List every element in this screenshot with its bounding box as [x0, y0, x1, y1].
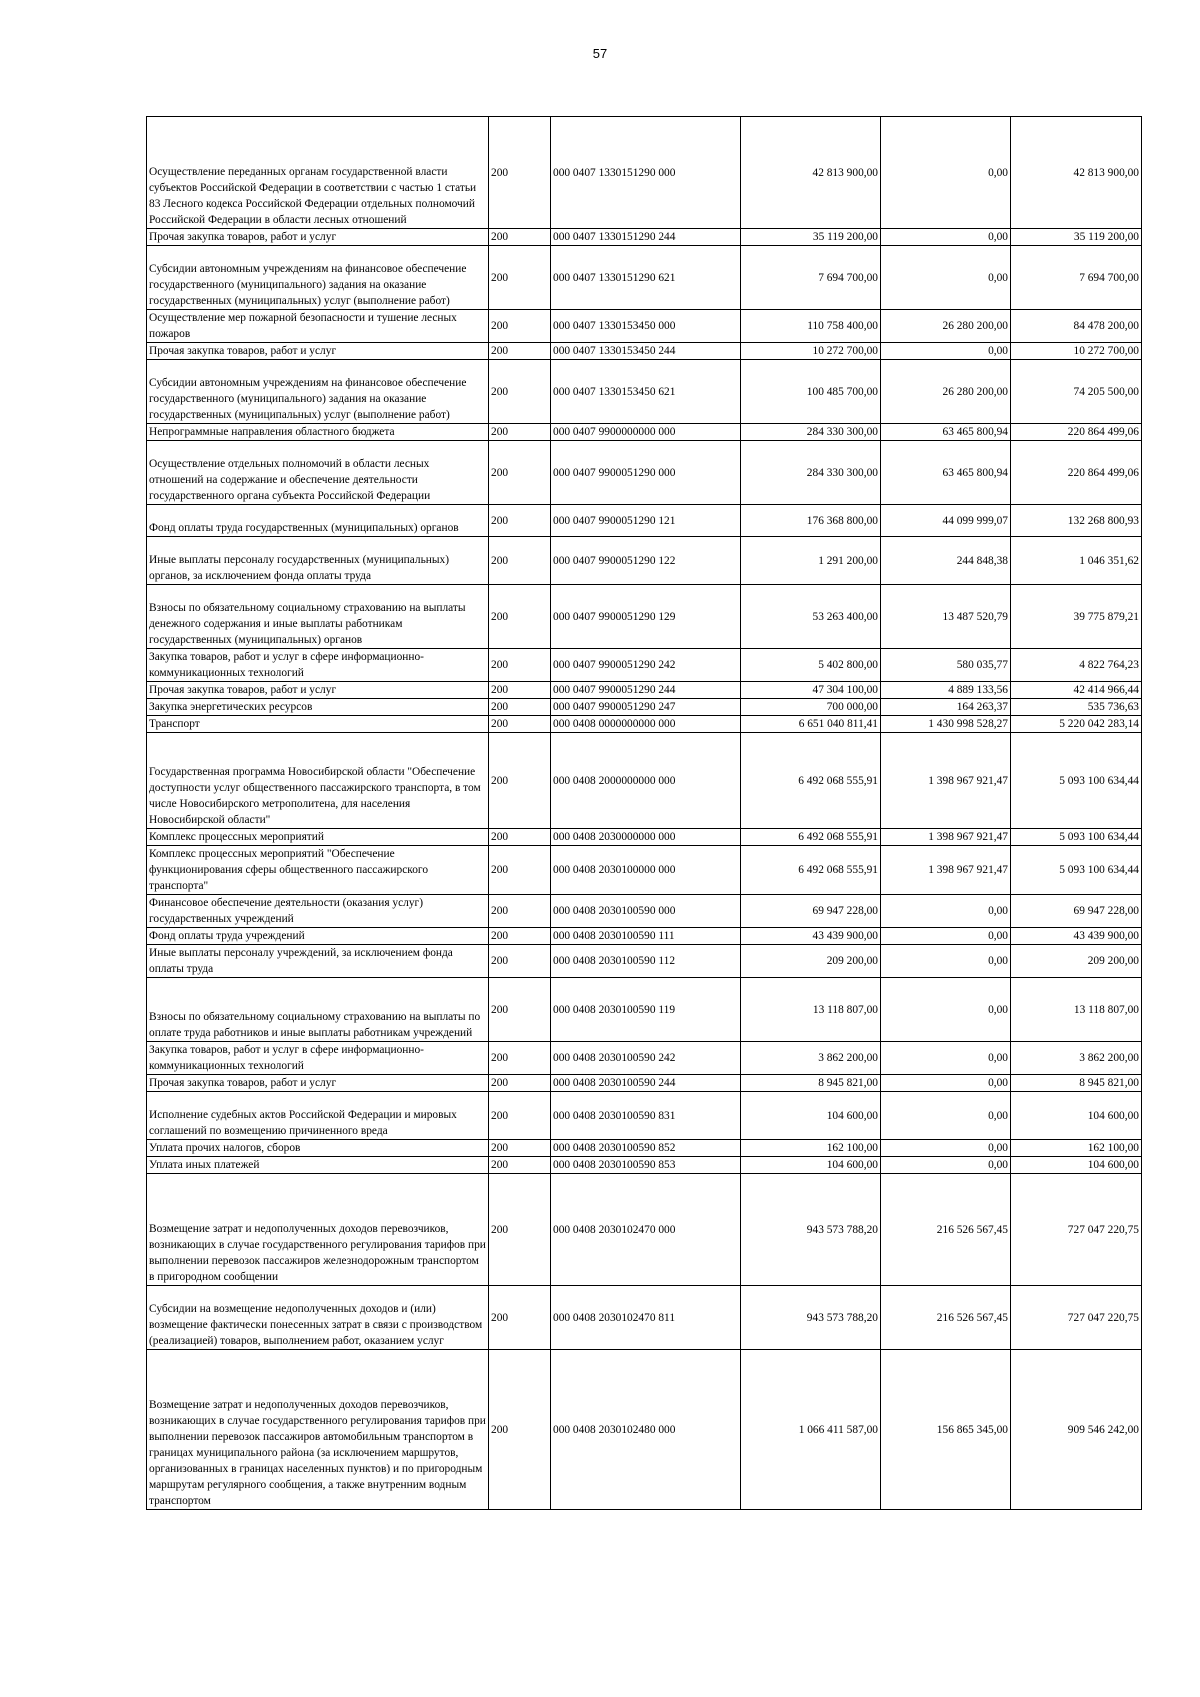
row-budget-code-cell: 000 0407 1330153450 244 — [551, 343, 741, 360]
table-row — [147, 945, 1142, 978]
row-executed-amount-cell: 44 099 999,07 — [881, 505, 1011, 537]
table-body — [147, 117, 1142, 1510]
row-budget-code-cell: 000 0407 1330151290 621 — [551, 246, 741, 310]
row-remaining-amount-cell: 42 813 900,00 — [1011, 117, 1142, 229]
table-row — [147, 733, 1142, 829]
row-kvr-cell: 200 — [489, 716, 551, 733]
row-remaining-amount-cell: 5 093 100 634,44 — [1011, 733, 1142, 829]
row-approved-amount-cell: 42 813 900,00 — [741, 117, 881, 229]
row-kvr-cell: 200 — [489, 1042, 551, 1075]
row-budget-code-cell: 000 0408 2030100590 244 — [551, 1075, 741, 1092]
table-row — [147, 343, 1142, 360]
row-name-cell: Государственная программа Новосибирской области "Обеспечение доступности услуг общественного пассажирского транспорта, в том числе Новосибирского метрополитена, для населения Новосибирской области" — [147, 733, 489, 829]
row-executed-amount-cell: 0,00 — [881, 945, 1011, 978]
row-budget-code-cell: 000 0408 2030102470 000 — [551, 1174, 741, 1286]
row-name-cell: Иные выплаты персоналу государственных (муниципальных) органов, за исключением фонда оплаты труда — [147, 537, 489, 585]
row-approved-amount-cell: 104 600,00 — [741, 1092, 881, 1140]
row-kvr-cell: 200 — [489, 1140, 551, 1157]
row-budget-code-cell: 000 0408 2030100590 112 — [551, 945, 741, 978]
table-row — [147, 1140, 1142, 1157]
row-executed-amount-cell: 0,00 — [881, 978, 1011, 1042]
row-budget-code-cell: 000 0408 2030102480 000 — [551, 1350, 741, 1510]
row-budget-code-cell: 000 0408 2030100590 119 — [551, 978, 741, 1042]
row-executed-amount-cell: 244 848,38 — [881, 537, 1011, 585]
row-approved-amount-cell: 35 119 200,00 — [741, 229, 881, 246]
row-executed-amount-cell: 26 280 200,00 — [881, 360, 1011, 424]
row-budget-code-cell: 000 0407 1330151290 244 — [551, 229, 741, 246]
row-approved-amount-cell: 6 651 040 811,41 — [741, 716, 881, 733]
row-approved-amount-cell: 1 291 200,00 — [741, 537, 881, 585]
row-remaining-amount-cell: 209 200,00 — [1011, 945, 1142, 978]
row-name-cell: Прочая закупка товаров, работ и услуг — [147, 682, 489, 699]
row-kvr-cell: 200 — [489, 229, 551, 246]
row-name-cell: Осуществление мер пожарной безопасности и тушение лесных пожаров — [147, 310, 489, 343]
row-executed-amount-cell: 0,00 — [881, 1157, 1011, 1174]
row-remaining-amount-cell: 4 822 764,23 — [1011, 649, 1142, 682]
row-budget-code-cell: 000 0407 1330151290 000 — [551, 117, 741, 229]
row-budget-code-cell: 000 0408 0000000000 000 — [551, 716, 741, 733]
row-budget-code-cell: 000 0407 9900051290 247 — [551, 699, 741, 716]
row-remaining-amount-cell: 909 546 242,00 — [1011, 1350, 1142, 1510]
row-executed-amount-cell: 0,00 — [881, 117, 1011, 229]
row-remaining-amount-cell: 69 947 228,00 — [1011, 895, 1142, 928]
row-name-cell: Закупка товаров, работ и услуг в сфере информационно-коммуникационных технологий — [147, 1042, 489, 1075]
row-executed-amount-cell: 216 526 567,45 — [881, 1174, 1011, 1286]
row-name-cell: Закупка энергетических ресурсов — [147, 699, 489, 716]
row-remaining-amount-cell: 5 220 042 283,14 — [1011, 716, 1142, 733]
row-executed-amount-cell: 0,00 — [881, 343, 1011, 360]
row-approved-amount-cell: 6 492 068 555,91 — [741, 829, 881, 846]
row-approved-amount-cell: 53 263 400,00 — [741, 585, 881, 649]
row-executed-amount-cell: 1 398 967 921,47 — [881, 829, 1011, 846]
row-budget-code-cell: 000 0408 2030100590 242 — [551, 1042, 741, 1075]
row-name-cell: Субсидии на возмещение недополученных доходов и (или) возмещение фактически понесенных затрат в связи с производством (реализацией) товаров, выполнением работ, оказанием услуг — [147, 1286, 489, 1350]
row-approved-amount-cell: 7 694 700,00 — [741, 246, 881, 310]
table-row — [147, 978, 1142, 1042]
row-budget-code-cell: 000 0407 1330153450 000 — [551, 310, 741, 343]
row-approved-amount-cell: 209 200,00 — [741, 945, 881, 978]
row-kvr-cell: 200 — [489, 1092, 551, 1140]
row-name-cell: Уплата иных платежей — [147, 1157, 489, 1174]
table-row — [147, 699, 1142, 716]
row-remaining-amount-cell: 3 862 200,00 — [1011, 1042, 1142, 1075]
table-row — [147, 441, 1142, 505]
row-approved-amount-cell: 8 945 821,00 — [741, 1075, 881, 1092]
row-remaining-amount-cell: 43 439 900,00 — [1011, 928, 1142, 945]
row-name-cell: Закупка товаров, работ и услуг в сфере информационно-коммуникационных технологий — [147, 649, 489, 682]
row-name-cell: Осуществление отдельных полномочий в области лесных отношений на содержание и обеспечение деятельности государственного органа субъекта Российской Федерации — [147, 441, 489, 505]
table-row — [147, 117, 1142, 229]
table-row — [147, 360, 1142, 424]
row-remaining-amount-cell: 84 478 200,00 — [1011, 310, 1142, 343]
row-kvr-cell: 200 — [489, 343, 551, 360]
row-name-cell: Прочая закупка товаров, работ и услуг — [147, 1075, 489, 1092]
row-kvr-cell: 200 — [489, 928, 551, 945]
row-kvr-cell: 200 — [489, 895, 551, 928]
row-name-cell: Транспорт — [147, 716, 489, 733]
row-name-cell: Возмещение затрат и недополученных доходов перевозчиков, возникающих в случае государственного регулирования тарифов при выполнении перевозок пассажиров железнодорожным транспортом в пригородном сообщении — [147, 1174, 489, 1286]
row-remaining-amount-cell: 104 600,00 — [1011, 1157, 1142, 1174]
row-executed-amount-cell: 0,00 — [881, 928, 1011, 945]
row-executed-amount-cell: 26 280 200,00 — [881, 310, 1011, 343]
row-remaining-amount-cell: 8 945 821,00 — [1011, 1075, 1142, 1092]
row-kvr-cell: 200 — [489, 1286, 551, 1350]
table-row — [147, 1042, 1142, 1075]
row-remaining-amount-cell: 220 864 499,06 — [1011, 441, 1142, 505]
row-executed-amount-cell: 580 035,77 — [881, 649, 1011, 682]
row-kvr-cell: 200 — [489, 246, 551, 310]
table-row — [147, 246, 1142, 310]
row-approved-amount-cell: 943 573 788,20 — [741, 1174, 881, 1286]
row-remaining-amount-cell: 220 864 499,06 — [1011, 424, 1142, 441]
row-remaining-amount-cell: 42 414 966,44 — [1011, 682, 1142, 699]
row-executed-amount-cell: 1 398 967 921,47 — [881, 846, 1011, 895]
row-name-cell: Взносы по обязательному социальному страхованию на выплаты по оплате труда работников и иные выплаты работникам учреждений — [147, 978, 489, 1042]
table-row — [147, 229, 1142, 246]
row-budget-code-cell: 000 0407 9900051290 129 — [551, 585, 741, 649]
row-budget-code-cell: 000 0407 9900051290 000 — [551, 441, 741, 505]
row-executed-amount-cell: 1 398 967 921,47 — [881, 733, 1011, 829]
row-approved-amount-cell: 13 118 807,00 — [741, 978, 881, 1042]
row-executed-amount-cell: 0,00 — [881, 246, 1011, 310]
table-row — [147, 537, 1142, 585]
row-name-cell: Прочая закупка товаров, работ и услуг — [147, 343, 489, 360]
row-approved-amount-cell: 700 000,00 — [741, 699, 881, 716]
row-approved-amount-cell: 5 402 800,00 — [741, 649, 881, 682]
row-remaining-amount-cell: 104 600,00 — [1011, 1092, 1142, 1140]
table-row — [147, 505, 1142, 537]
row-approved-amount-cell: 284 330 300,00 — [741, 424, 881, 441]
row-remaining-amount-cell: 74 205 500,00 — [1011, 360, 1142, 424]
row-budget-code-cell: 000 0407 9900051290 121 — [551, 505, 741, 537]
row-kvr-cell: 200 — [489, 846, 551, 895]
row-budget-code-cell: 000 0408 2030100590 111 — [551, 928, 741, 945]
row-name-cell: Комплекс процессных мероприятий — [147, 829, 489, 846]
table-row — [147, 829, 1142, 846]
row-name-cell: Фонд оплаты труда государственных (муниципальных) органов — [147, 505, 489, 537]
row-remaining-amount-cell: 35 119 200,00 — [1011, 229, 1142, 246]
row-executed-amount-cell: 63 465 800,94 — [881, 424, 1011, 441]
row-remaining-amount-cell: 5 093 100 634,44 — [1011, 829, 1142, 846]
row-approved-amount-cell: 10 272 700,00 — [741, 343, 881, 360]
row-kvr-cell: 200 — [489, 505, 551, 537]
row-remaining-amount-cell: 162 100,00 — [1011, 1140, 1142, 1157]
row-executed-amount-cell: 63 465 800,94 — [881, 441, 1011, 505]
row-name-cell: Субсидии автономным учреждениям на финансовое обеспечение государственного (муниципального) задания на оказание государственных (муниципальных) услуг (выполнение работ) — [147, 246, 489, 310]
table-row — [147, 928, 1142, 945]
row-executed-amount-cell: 216 526 567,45 — [881, 1286, 1011, 1350]
table-row — [147, 1350, 1142, 1510]
row-executed-amount-cell: 13 487 520,79 — [881, 585, 1011, 649]
row-remaining-amount-cell: 535 736,63 — [1011, 699, 1142, 716]
row-name-cell: Осуществление переданных органам государственной власти субъектов Российской Федерации в соответствии с частью 1 статьи 83 Лесного кодекса Российской Федерации отдельных полномочий Российской Федерации в области лесных отношений — [147, 117, 489, 229]
row-kvr-cell: 200 — [489, 733, 551, 829]
row-name-cell: Комплекс процессных мероприятий "Обеспечение функционирования сферы общественного пассажирского транспорта" — [147, 846, 489, 895]
row-approved-amount-cell: 43 439 900,00 — [741, 928, 881, 945]
row-budget-code-cell: 000 0407 9900051290 244 — [551, 682, 741, 699]
row-kvr-cell: 200 — [489, 585, 551, 649]
row-approved-amount-cell: 943 573 788,20 — [741, 1286, 881, 1350]
row-budget-code-cell: 000 0408 2030100590 831 — [551, 1092, 741, 1140]
row-kvr-cell: 200 — [489, 310, 551, 343]
table-row — [147, 424, 1142, 441]
table-row — [147, 1174, 1142, 1286]
row-kvr-cell: 200 — [489, 1075, 551, 1092]
row-remaining-amount-cell: 10 272 700,00 — [1011, 343, 1142, 360]
page-number: 57 — [592, 46, 608, 61]
row-kvr-cell: 200 — [489, 682, 551, 699]
row-approved-amount-cell: 110 758 400,00 — [741, 310, 881, 343]
row-executed-amount-cell: 4 889 133,56 — [881, 682, 1011, 699]
row-approved-amount-cell: 162 100,00 — [741, 1140, 881, 1157]
row-name-cell: Финансовое обеспечение деятельности (оказания услуг) государственных учреждений — [147, 895, 489, 928]
row-name-cell: Возмещение затрат и недополученных доходов перевозчиков, возникающих в случае государственного регулирования тарифов при выполнении перевозок пассажиров автомобильным транспортом в границах муниципального района (за исключением маршрутов, организованных в границах населенных пунктов) и по пригородным маршрутам регулярного сообщения, а также внутренним водным транспортом — [147, 1350, 489, 1510]
row-executed-amount-cell: 156 865 345,00 — [881, 1350, 1011, 1510]
row-kvr-cell: 200 — [489, 1174, 551, 1286]
row-executed-amount-cell: 1 430 998 528,27 — [881, 716, 1011, 733]
row-remaining-amount-cell: 132 268 800,93 — [1011, 505, 1142, 537]
row-approved-amount-cell: 6 492 068 555,91 — [741, 846, 881, 895]
row-budget-code-cell: 000 0408 2030100590 852 — [551, 1140, 741, 1157]
row-kvr-cell: 200 — [489, 1350, 551, 1510]
table-row — [147, 716, 1142, 733]
row-kvr-cell: 200 — [489, 537, 551, 585]
row-budget-code-cell: 000 0408 2030100590 000 — [551, 895, 741, 928]
row-executed-amount-cell: 0,00 — [881, 1042, 1011, 1075]
row-name-cell: Непрограммные направления областного бюджета — [147, 424, 489, 441]
row-remaining-amount-cell: 727 047 220,75 — [1011, 1174, 1142, 1286]
row-budget-code-cell: 000 0407 1330153450 621 — [551, 360, 741, 424]
row-name-cell: Взносы по обязательному социальному страхованию на выплаты денежного содержания и иные выплаты работникам государственных (муниципальных) органов — [147, 585, 489, 649]
row-kvr-cell: 200 — [489, 699, 551, 716]
row-name-cell: Субсидии автономным учреждениям на финансовое обеспечение государственного (муниципального) задания на оказание государственных (муниципальных) услуг (выполнение работ) — [147, 360, 489, 424]
table-row — [147, 585, 1142, 649]
row-name-cell: Исполнение судебных актов Российской Федерации и мировых соглашений по возмещению причиненного вреда — [147, 1092, 489, 1140]
table-row — [147, 846, 1142, 895]
row-remaining-amount-cell: 5 093 100 634,44 — [1011, 846, 1142, 895]
row-budget-code-cell: 000 0407 9900051290 122 — [551, 537, 741, 585]
row-budget-code-cell: 000 0408 2000000000 000 — [551, 733, 741, 829]
row-kvr-cell: 200 — [489, 978, 551, 1042]
row-remaining-amount-cell: 39 775 879,21 — [1011, 585, 1142, 649]
row-name-cell: Фонд оплаты труда учреждений — [147, 928, 489, 945]
row-kvr-cell: 200 — [489, 441, 551, 505]
row-budget-code-cell: 000 0408 2030000000 000 — [551, 829, 741, 846]
row-kvr-cell: 200 — [489, 945, 551, 978]
row-executed-amount-cell: 0,00 — [881, 229, 1011, 246]
row-approved-amount-cell: 176 368 800,00 — [741, 505, 881, 537]
row-budget-code-cell: 000 0407 9900000000 000 — [551, 424, 741, 441]
row-kvr-cell: 200 — [489, 649, 551, 682]
row-name-cell: Прочая закупка товаров, работ и услуг — [147, 229, 489, 246]
table-row — [147, 1092, 1142, 1140]
row-kvr-cell: 200 — [489, 360, 551, 424]
row-remaining-amount-cell: 727 047 220,75 — [1011, 1286, 1142, 1350]
row-kvr-cell: 200 — [489, 424, 551, 441]
row-kvr-cell: 200 — [489, 1157, 551, 1174]
table-row — [147, 310, 1142, 343]
table-row — [147, 1075, 1142, 1092]
row-budget-code-cell: 000 0408 2030100000 000 — [551, 846, 741, 895]
row-approved-amount-cell: 284 330 300,00 — [741, 441, 881, 505]
row-kvr-cell: 200 — [489, 117, 551, 229]
table-row — [147, 649, 1142, 682]
row-budget-code-cell: 000 0408 2030100590 853 — [551, 1157, 741, 1174]
table-row — [147, 682, 1142, 699]
row-kvr-cell: 200 — [489, 829, 551, 846]
row-executed-amount-cell: 0,00 — [881, 1092, 1011, 1140]
table-row — [147, 895, 1142, 928]
row-executed-amount-cell: 164 263,37 — [881, 699, 1011, 716]
row-budget-code-cell: 000 0408 2030102470 811 — [551, 1286, 741, 1350]
row-remaining-amount-cell: 13 118 807,00 — [1011, 978, 1142, 1042]
row-approved-amount-cell: 100 485 700,00 — [741, 360, 881, 424]
table-row — [147, 1286, 1142, 1350]
row-approved-amount-cell: 47 304 100,00 — [741, 682, 881, 699]
row-executed-amount-cell: 0,00 — [881, 895, 1011, 928]
row-name-cell: Иные выплаты персоналу учреждений, за исключением фонда оплаты труда — [147, 945, 489, 978]
row-approved-amount-cell: 6 492 068 555,91 — [741, 733, 881, 829]
row-approved-amount-cell: 104 600,00 — [741, 1157, 881, 1174]
row-remaining-amount-cell: 7 694 700,00 — [1011, 246, 1142, 310]
row-name-cell: Уплата прочих налогов, сборов — [147, 1140, 489, 1157]
row-executed-amount-cell: 0,00 — [881, 1140, 1011, 1157]
row-approved-amount-cell: 3 862 200,00 — [741, 1042, 881, 1075]
row-remaining-amount-cell: 1 046 351,62 — [1011, 537, 1142, 585]
row-budget-code-cell: 000 0407 9900051290 242 — [551, 649, 741, 682]
row-approved-amount-cell: 69 947 228,00 — [741, 895, 881, 928]
budget-execution-table — [146, 116, 1142, 1510]
row-approved-amount-cell: 1 066 411 587,00 — [741, 1350, 881, 1510]
table-row — [147, 1157, 1142, 1174]
row-executed-amount-cell: 0,00 — [881, 1075, 1011, 1092]
